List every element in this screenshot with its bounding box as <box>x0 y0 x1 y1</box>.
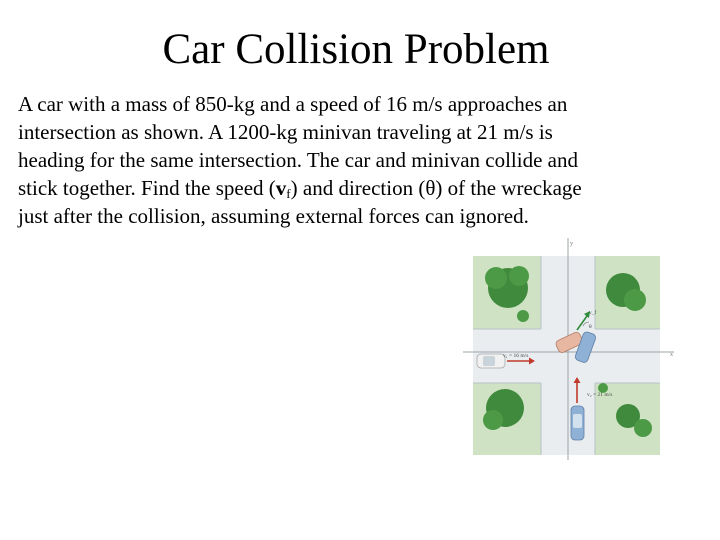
slide-title: Car Collision Problem <box>162 26 550 73</box>
intersection-illustration <box>463 238 678 460</box>
problem-line-1: A car with a mass of 850-kg and a speed of 16 m/s approaches an <box>18 92 568 116</box>
intersection-figure <box>463 238 678 460</box>
minivan-speed-label: v₂ = 21 m/s <box>587 392 613 398</box>
problem-statement <box>18 90 713 230</box>
problem-line-4-start: stick together. Find the speed ( <box>18 176 276 200</box>
final-velocity-symbol: v <box>275 176 287 200</box>
problem-line-4 <box>18 174 713 202</box>
theta-label: θ <box>589 324 592 330</box>
final-velocity-label: v_f <box>589 310 597 316</box>
problem-line-5: just after the collision, assuming external forces can ignored. <box>18 204 529 228</box>
x-axis-label: x <box>670 352 673 358</box>
problem-line-2: intersection as shown. A 1200-kg minivan traveling at 21 m/s is <box>18 120 553 144</box>
minivan <box>571 406 584 440</box>
car-speed-label: v₁ = 16 m/s <box>503 353 529 359</box>
problem-line-3: heading for the same intersection. The car and minivan collide and <box>18 148 578 172</box>
problem-line-4-end: ) and direction (θ) of the wreckage <box>290 176 582 200</box>
final-velocity-subscript: f <box>286 186 291 201</box>
car <box>477 354 505 368</box>
y-axis-label: y <box>570 241 573 247</box>
